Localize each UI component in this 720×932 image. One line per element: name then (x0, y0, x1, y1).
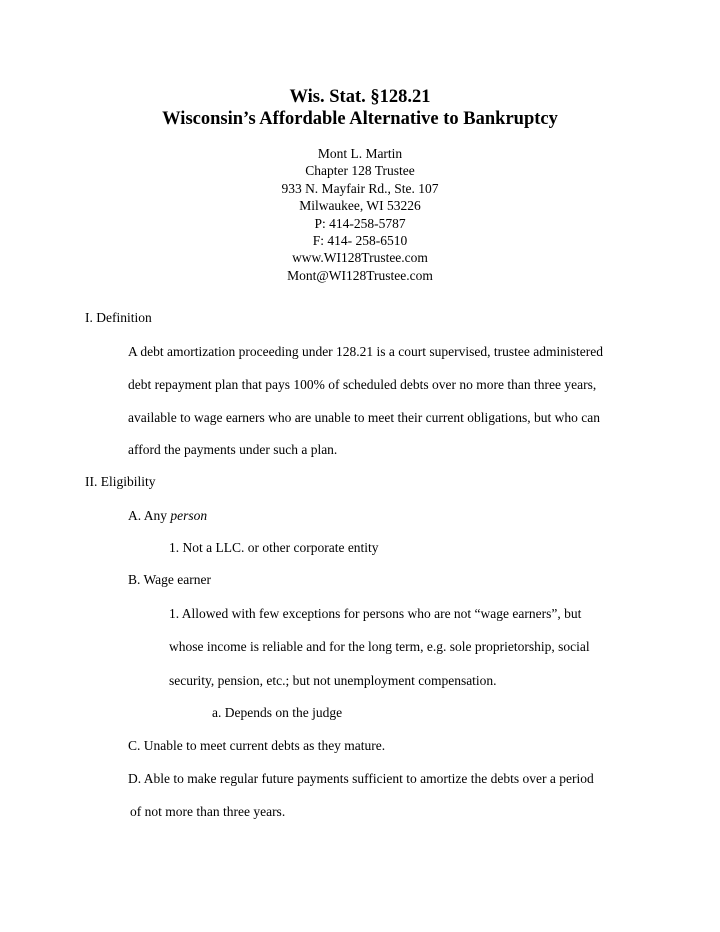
definition-line: A debt amortization proceeding under 128.21 is a court supervised, trustee administered (128, 344, 603, 359)
contact-phone: P: 414-258-5787 (314, 215, 406, 231)
eligibility-item-a (128, 507, 207, 525)
eligibility-item-b-1-a: a. Depends on the judge (212, 705, 343, 720)
contact-block (0, 145, 720, 284)
contact-website: www.WI128Trustee.com (292, 250, 428, 266)
definition-line: afford the payments under such a plan. (128, 442, 338, 457)
contact-role: Chapter 128 Trustee (305, 163, 415, 179)
eligibility-item-b: B. Wage earner (128, 572, 211, 587)
document-subtitle: Wisconsin’s Affordable Alternative to Bankruptcy (162, 109, 558, 129)
eligibility-item-d-line: D. Able to make regular future payments sufficient to amortize the debts over a period (128, 771, 594, 786)
contact-name: Mont L. Martin (317, 146, 403, 161)
eligibility-item-a-1: 1. Not a LLC. or other corporate entity (169, 540, 379, 555)
contact-fax: F: 414- 258-6510 (312, 233, 408, 249)
eligibility-item-b-1-line: security, pension, etc.; but not unemployment compensation. (169, 673, 497, 688)
contact-email: Mont@WI128Trustee.com (287, 267, 433, 283)
eligibility-item-b-1-line: whose income is reliable and for the long term, e.g. sole proprietorship, social (169, 639, 590, 654)
eligibility-item-c: C. Unable to meet current debts as they mature. (128, 738, 386, 753)
eligibility-item-d-line: of not more than three years. (130, 804, 286, 819)
definition-line: available to wage earners who are unable to meet their current obligations, but who can (128, 410, 600, 425)
eligibility-item-b-1-line: 1. Allowed with few exceptions for persons who are not “wage earners”, but (169, 606, 582, 621)
contact-address: 933 N. Mayfair Rd., Ste. 107 (281, 180, 439, 196)
section-heading-eligibility: II. Eligibility (85, 474, 156, 489)
document-title: Wis. Stat. §128.21 (289, 87, 431, 107)
eligibility-item-a-prefix: A. Any (128, 508, 171, 523)
definition-line: debt repayment plan that pays 100% of scheduled debts over no more than three years, (128, 377, 597, 392)
contact-city: Milwaukee, WI 53226 (299, 198, 421, 214)
eligibility-item-a-emphasis: person (170, 508, 208, 523)
section-heading-definition: I. Definition (85, 310, 152, 325)
